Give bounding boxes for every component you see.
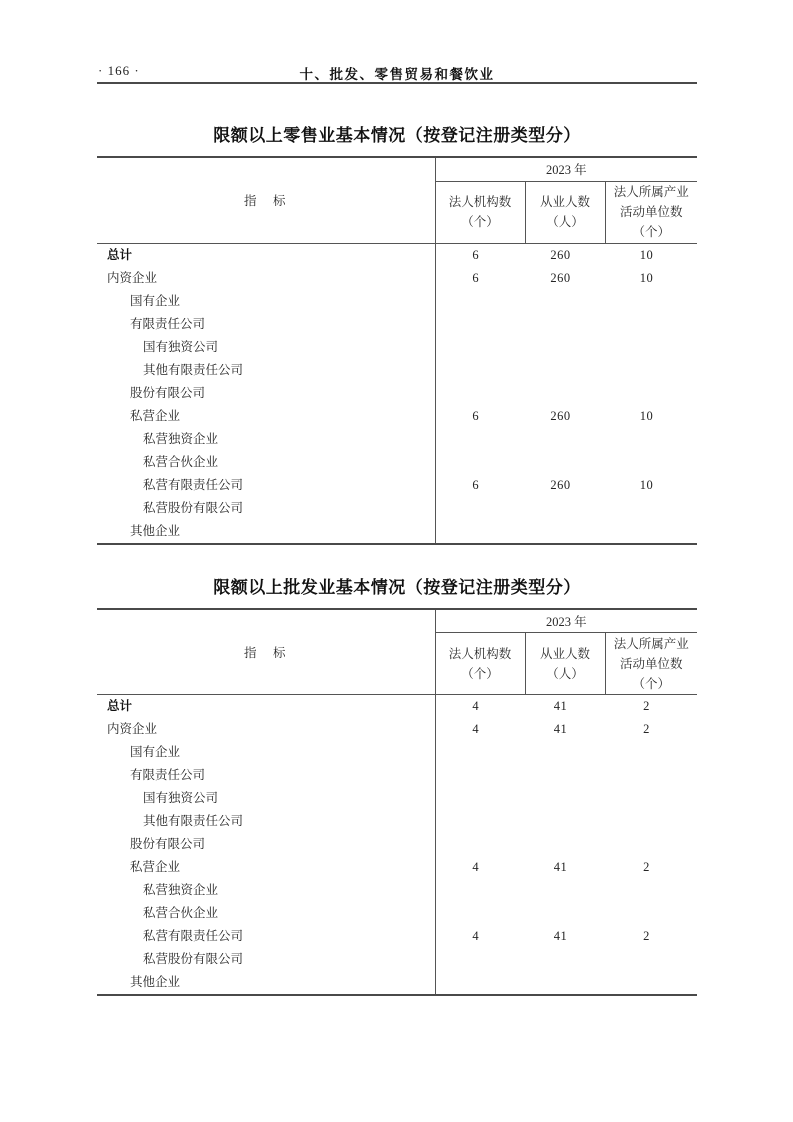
indicator-cell: 私营有限责任公司 (97, 925, 435, 948)
indicator-cell: 私营股份有限公司 (97, 948, 435, 971)
value-cell (435, 520, 525, 544)
value-cell (605, 313, 697, 336)
table-row (97, 695, 697, 719)
col-header-activity-units (605, 181, 697, 243)
header-line: 法人所属产业 (613, 636, 689, 651)
value-cell: 260 (550, 270, 571, 285)
table-row (97, 925, 697, 948)
value-cell (435, 810, 525, 833)
value-cell: 2 (643, 722, 650, 736)
wholesale-table-header (97, 609, 697, 695)
indicator-cell: 其他企业 (97, 520, 435, 544)
value-cell (525, 764, 605, 787)
value-cell (435, 382, 525, 405)
table-row (97, 428, 697, 451)
chapter-title: 十、批发、零售贸易和餐饮业 (299, 67, 495, 82)
retail-table-header (97, 157, 697, 243)
value-cell (605, 428, 697, 451)
table-row (97, 787, 697, 810)
wholesale-table-body (97, 695, 697, 996)
year-header: 2023 年 (435, 609, 697, 633)
indicator-cell: 有限责任公司 (97, 313, 435, 336)
page-header (97, 62, 697, 84)
value-cell (435, 764, 525, 787)
value-cell (605, 741, 697, 764)
indicator-cell: 其他有限责任公司 (97, 810, 435, 833)
indicator-cell: 私营合伙企业 (97, 451, 435, 474)
value-cell (525, 497, 605, 520)
retail-table-body (97, 243, 697, 544)
indicator-cell: 内资企业 (97, 267, 435, 290)
indicator-cell: 总计 (97, 243, 435, 267)
indicator-header: 指 标 (97, 609, 435, 695)
year-header-row (97, 609, 697, 633)
header-line: 法人机构数 (448, 646, 512, 661)
indicator-cell: 国有独资公司 (97, 787, 435, 810)
value-cell (435, 879, 525, 902)
value-cell (435, 336, 525, 359)
wholesale-table (97, 608, 697, 997)
value-cell (605, 290, 697, 313)
value-cell (605, 451, 697, 474)
table-row (97, 810, 697, 833)
value-cell (605, 359, 697, 382)
table-row (97, 856, 697, 879)
value-cell: 6 (472, 408, 480, 423)
value-cell (605, 336, 697, 359)
value-cell (605, 902, 697, 925)
value-cell (605, 948, 697, 971)
value-cell (525, 787, 605, 810)
indicator-cell: 私营有限责任公司 (97, 474, 435, 497)
indicator-cell: 有限责任公司 (97, 764, 435, 787)
value-cell (605, 520, 697, 544)
table-row (97, 971, 697, 995)
col-header-employees (525, 181, 605, 243)
value-cell (435, 428, 525, 451)
value-cell (525, 833, 605, 856)
col-header-legal-entities (435, 181, 525, 243)
value-cell (435, 971, 525, 995)
header-line: （个） (632, 225, 671, 239)
retail-table-title: 限额以上零售业基本情况（按登记注册类型分） (213, 126, 581, 145)
table-row (97, 336, 697, 359)
header-line: 从业人数 (539, 646, 590, 661)
value-cell (605, 879, 697, 902)
table-row (97, 741, 697, 764)
value-cell (605, 764, 697, 787)
value-cell (525, 971, 605, 995)
value-cell: 6 (472, 270, 480, 285)
value-cell (605, 497, 697, 520)
table-row (97, 451, 697, 474)
value-cell: 41 (553, 929, 568, 943)
value-cell: 4 (472, 722, 480, 736)
indicator-cell: 私营独资企业 (97, 428, 435, 451)
retail-table (97, 156, 697, 545)
value-cell (605, 833, 697, 856)
value-cell (605, 971, 697, 995)
indicator-cell: 股份有限公司 (97, 382, 435, 405)
value-cell: 41 (553, 860, 568, 874)
value-cell: 10 (639, 247, 654, 262)
indicator-cell: 私营企业 (97, 405, 435, 428)
value-cell: 41 (553, 699, 568, 713)
col-header-activity-units (605, 633, 697, 695)
table-row (97, 243, 697, 267)
indicator-cell: 私营企业 (97, 856, 435, 879)
col-header-legal-entities (435, 633, 525, 695)
value-cell (525, 810, 605, 833)
header-line: （人） (546, 215, 584, 229)
header-line: （人） (546, 666, 584, 681)
table-row (97, 290, 697, 313)
value-cell: 10 (639, 408, 654, 423)
indicator-cell: 国有独资公司 (97, 336, 435, 359)
value-cell (435, 787, 525, 810)
value-cell: 2 (643, 699, 650, 713)
value-cell (525, 520, 605, 544)
value-cell (605, 382, 697, 405)
header-line: 法人所属产业 (613, 185, 689, 199)
value-cell: 4 (472, 699, 480, 713)
table-row (97, 520, 697, 544)
value-cell (605, 810, 697, 833)
value-cell (525, 902, 605, 925)
indicator-cell: 国有企业 (97, 290, 435, 313)
col-header-employees (525, 633, 605, 695)
year-header: 2023 年 (435, 157, 697, 181)
value-cell: 4 (472, 929, 480, 943)
value-cell (435, 290, 525, 313)
table-row (97, 948, 697, 971)
value-cell (525, 948, 605, 971)
table-row (97, 382, 697, 405)
table-row (97, 718, 697, 741)
value-cell (525, 879, 605, 902)
value-cell: 260 (550, 408, 571, 423)
value-cell (435, 451, 525, 474)
header-line: 法人机构数 (448, 195, 512, 209)
value-cell (525, 313, 605, 336)
value-cell (525, 290, 605, 313)
year-header-row (97, 157, 697, 181)
value-cell: 260 (550, 247, 571, 262)
indicator-header: 指 标 (97, 157, 435, 243)
value-cell (525, 359, 605, 382)
table-row (97, 879, 697, 902)
table-row (97, 313, 697, 336)
value-cell: 41 (553, 722, 568, 736)
table-row (97, 474, 697, 497)
indicator-cell: 总计 (97, 695, 435, 719)
value-cell (525, 382, 605, 405)
value-cell (435, 359, 525, 382)
value-cell (435, 741, 525, 764)
table-row (97, 497, 697, 520)
indicator-cell: 国有企业 (97, 741, 435, 764)
value-cell (435, 948, 525, 971)
indicator-cell: 私营股份有限公司 (97, 497, 435, 520)
value-cell (605, 787, 697, 810)
table-row (97, 267, 697, 290)
indicator-cell: 其他企业 (97, 971, 435, 995)
value-cell (525, 336, 605, 359)
value-cell (525, 741, 605, 764)
value-cell (525, 451, 605, 474)
value-cell (525, 428, 605, 451)
page-number: · 166 · (98, 63, 140, 78)
value-cell: 6 (472, 247, 480, 262)
header-line: （个） (461, 666, 499, 681)
indicator-cell: 私营合伙企业 (97, 902, 435, 925)
header-line: （个） (632, 676, 671, 691)
value-cell (435, 833, 525, 856)
table-row (97, 405, 697, 428)
indicator-cell: 其他有限责任公司 (97, 359, 435, 382)
indicator-cell: 内资企业 (97, 718, 435, 741)
value-cell: 260 (550, 477, 571, 492)
value-cell: 10 (639, 270, 654, 285)
value-cell: 4 (472, 860, 480, 874)
header-line: 从业人数 (539, 195, 590, 209)
table-row (97, 359, 697, 382)
value-cell: 2 (643, 860, 650, 874)
header-line: （个） (461, 215, 499, 229)
value-cell: 10 (639, 477, 654, 492)
value-cell (435, 902, 525, 925)
page-content (97, 0, 697, 996)
table-row (97, 764, 697, 787)
value-cell (435, 313, 525, 336)
header-line: 活动单位数 (620, 656, 683, 671)
indicator-cell: 股份有限公司 (97, 833, 435, 856)
table-row (97, 833, 697, 856)
table-row (97, 902, 697, 925)
value-cell: 2 (643, 929, 650, 943)
header-line: 活动单位数 (620, 205, 683, 219)
wholesale-table-title: 限额以上批发业基本情况（按登记注册类型分） (213, 577, 581, 597)
value-cell: 6 (472, 477, 480, 492)
value-cell (435, 497, 525, 520)
indicator-cell: 私营独资企业 (97, 879, 435, 902)
